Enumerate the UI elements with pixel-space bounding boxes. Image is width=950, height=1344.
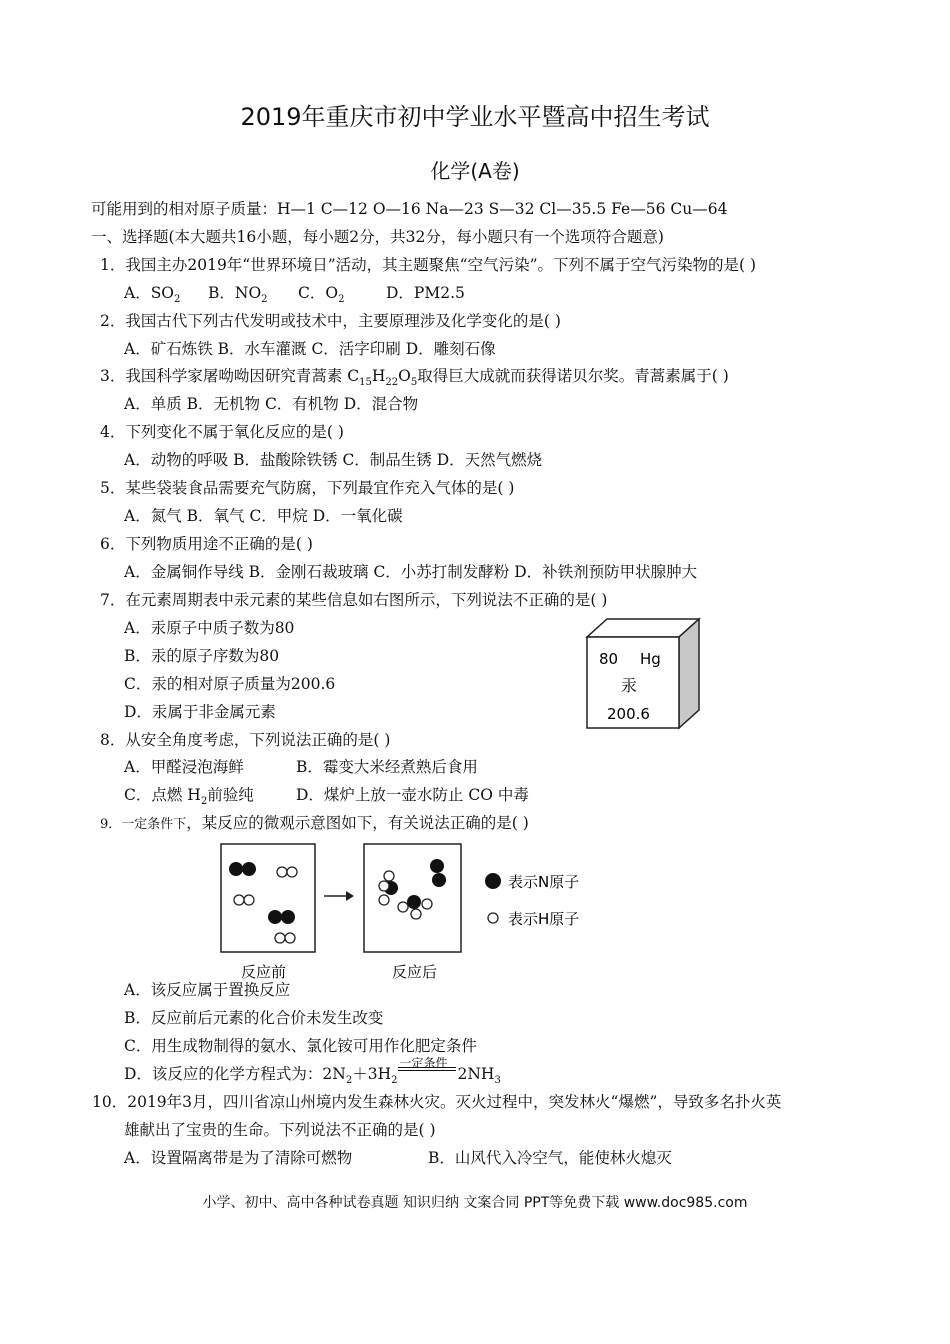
question-9-stem: 9．一定条件下，某反应的微观示意图如下，有关说法正确的是( ) xyxy=(100,814,529,832)
question-8-option-a: A．甲醛浸泡海鲜 xyxy=(124,758,244,776)
element-name: 汞 xyxy=(621,676,638,695)
question-9-option-c: C．用生成物制得的氨水、氯化铵可用作化肥定条件 xyxy=(124,1037,477,1055)
question-5-options: A．氮气 B．氧气 C．甲烷 D．一氧化碳 xyxy=(124,507,403,525)
atomic-number: 80 xyxy=(599,650,619,668)
question-10-line-2: 雄献出了宝贵的生命。下列说法不正确的是( ) xyxy=(124,1121,436,1139)
question-10-option-b: B．山风代入冷空气，能使林火熄灭 xyxy=(428,1149,672,1167)
mercury-element-tile xyxy=(585,617,703,732)
question-3-options: A．单质 B．无机物 C．有机物 D．混合物 xyxy=(124,395,419,413)
question-7-option-d: D．汞属于非金属元素 xyxy=(124,703,276,721)
question-1-stem: 1．我国主办2019年“世界环境日”活动，其主题聚焦“空气污染”。下列不属于空气污染物的是( ) xyxy=(100,256,757,274)
label-before: 反应前 xyxy=(241,963,287,981)
question-8-option-b: B．霉变大米经煮熟后食用 xyxy=(296,758,478,776)
question-8-option-d: D．煤炉上放一壶水防止 CO 中毒 xyxy=(296,786,529,804)
question-6-stem: 6．下列物质用途不正确的是( ) xyxy=(100,535,313,553)
question-7-option-a: A．汞原子中质子数为80 xyxy=(124,619,295,637)
question-1-option-b: B．$NO_2$ xyxy=(208,284,268,306)
label-after: 反应后 xyxy=(392,963,438,981)
element-symbol: Hg xyxy=(640,650,661,668)
atomic-mass: 200.6 xyxy=(607,705,650,723)
question-3-stem: 3．我国科学家屠呦呦因研究青蒿素 $C_{15}H_{22}O_5$取得巨大成就而获得诺贝尔奖。青蒿素属于( ) xyxy=(100,367,729,389)
legend-n-atom: 表示N原子 xyxy=(508,873,580,891)
legend-h-atom: 表示H原子 xyxy=(508,910,580,928)
question-2-stem: 2．我国古代下列古代发明或技术中，主要原理涉及化学变化的是( ) xyxy=(100,312,561,330)
question-9-option-d: D．该反应的化学方程式为：$2N_2+3H_2$ 一定条件 $2NH_3$ xyxy=(124,1064,501,1084)
page-footer: 小学、初中、高中各种试卷真题 知识归纳 文案合同 PPT等免费下载 www.doc985.com xyxy=(202,1195,748,1211)
question-2-options: A．矿石炼铁 B．水车灌溉 C．活字印刷 D．雕刻石像 xyxy=(124,340,496,358)
question-9-option-a: A．该反应属于置换反应 xyxy=(124,981,291,999)
reaction-diagram xyxy=(219,841,599,981)
sub-title: 化学(A卷) xyxy=(430,159,520,183)
reaction-condition: 一定条件 xyxy=(399,1056,448,1070)
atomic-masses: 可能用到的相对原子质量：H—1 C—12 O—16 Na—23 S—32 Cl—35.5 Fe—56 Cu—64 xyxy=(91,200,728,218)
question-7-option-c: C．汞的相对原子质量为200.6 xyxy=(124,675,336,693)
question-10-option-a: A．设置隔离带是为了清除可燃物 xyxy=(124,1149,353,1167)
section-heading: 一、选择题(本大题共16小题，每小题2分，共32分，每小题只有一个选项符合题意) xyxy=(91,228,664,246)
question-9-option-b: B．反应前后元素的化合价未发生改变 xyxy=(124,1009,384,1027)
question-7-option-b: B．汞的原子序数为80 xyxy=(124,647,280,665)
question-8-option-c: C．点燃 $H_2$前验纯 xyxy=(124,786,254,808)
question-6-options: A．金属铜作导线 B．金刚石裁玻璃 C．小苏打制发酵粉 D．补铁剂预防甲状腺肿大 xyxy=(124,563,698,581)
main-title: 2019年重庆市初中学业水平暨高中招生考试 xyxy=(240,103,710,131)
question-1-option-d: D．PM2.5 xyxy=(386,284,465,302)
question-4-options: A．动物的呼吸 B．盐酸除铁锈 C．制品生锈 D．天然气燃烧 xyxy=(124,451,543,469)
question-1-option-c: C．$O_2$ xyxy=(298,284,345,306)
question-7-stem: 7．在元素周期表中汞元素的某些信息如右图所示，下列说法不正确的是( ) xyxy=(100,591,608,609)
question-10-line-1: 10．2019年3月，四川省凉山州境内发生森林火灾。灭火过程中，突发林火“爆燃”，导致多名扑火英 xyxy=(92,1093,782,1111)
question-8-stem: 8．从安全角度考虑，下列说法正确的是( ) xyxy=(100,731,391,749)
question-5-stem: 5．某些袋装食品需要充气防腐，下列最宜作充入气体的是( ) xyxy=(100,479,515,497)
question-1-option-a: A．$SO_2$ xyxy=(124,284,181,306)
question-4-stem: 4．下列变化不属于氧化反应的是( ) xyxy=(100,423,344,441)
